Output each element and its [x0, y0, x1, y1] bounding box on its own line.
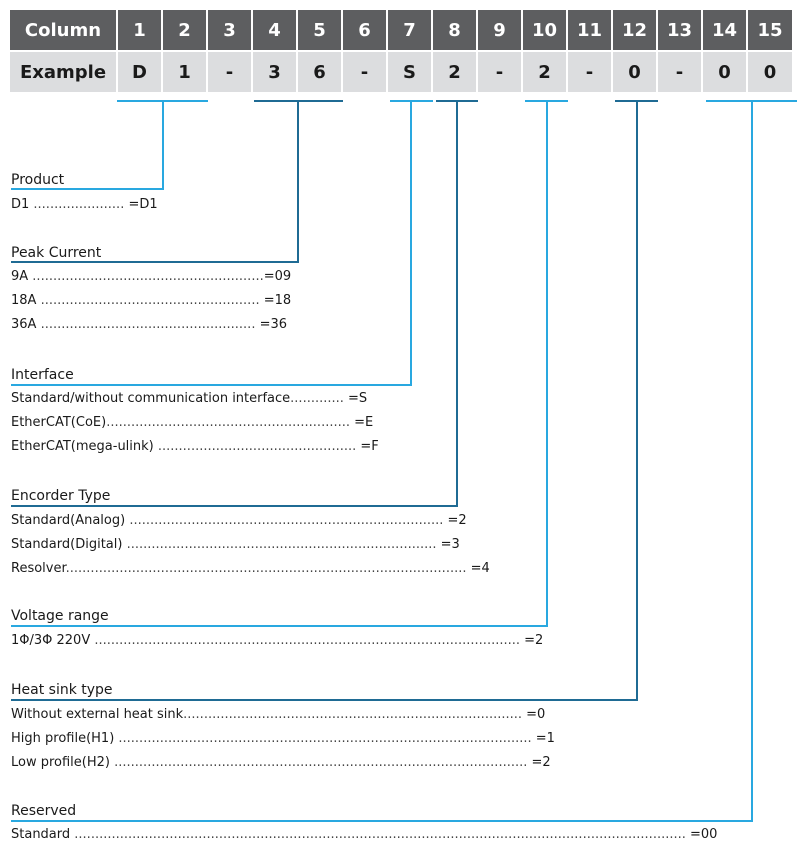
option-name: Standard	[11, 827, 71, 842]
option-name: 1Φ/3Φ 220V	[11, 633, 91, 648]
option-code: =09	[263, 269, 292, 284]
column-8: 8	[433, 10, 476, 50]
column-12: 12	[613, 10, 656, 50]
option-name: 9A	[11, 269, 29, 284]
option-code: =18	[259, 293, 292, 308]
option-code: =1	[531, 731, 555, 746]
option-name: Standard(Digital)	[11, 537, 123, 552]
section-title: Encorder Type	[11, 488, 111, 504]
column-3: 3	[208, 10, 251, 50]
section-title: Peak Current	[11, 245, 102, 261]
column-10: 10	[523, 10, 566, 50]
column-2: 2	[163, 10, 206, 50]
section-peak-current	[11, 244, 801, 262]
example-12: 0	[613, 52, 656, 92]
option-reserved-standard	[11, 826, 717, 844]
column-header-row	[10, 10, 797, 50]
option-code: =3	[436, 537, 460, 552]
example-3: -	[208, 52, 251, 92]
option-dots: ................................................	[153, 439, 357, 454]
example-1: D	[118, 52, 161, 92]
column-13: 13	[658, 10, 701, 50]
example-label: Example	[10, 52, 116, 92]
option-dots: ....................................................	[36, 317, 256, 332]
option-name: 36A	[11, 317, 37, 332]
option-dots: ....................................................................................................	[114, 731, 532, 746]
option-name: 18A	[11, 293, 37, 308]
option-standard-digital	[11, 536, 460, 554]
option-standard-interface	[11, 390, 367, 408]
example-13: -	[658, 52, 701, 92]
option-dots: .................................................................................................	[65, 561, 467, 576]
example-7: S	[388, 52, 431, 92]
section-title: Heat sink type	[11, 682, 113, 698]
option-dots: ....................................................................................................	[110, 755, 528, 770]
example-4: 3	[253, 52, 296, 92]
section-heat-sink-type	[11, 681, 801, 699]
option-18a	[11, 292, 291, 310]
section-title: Product	[11, 172, 65, 188]
option-code: =D1	[124, 197, 158, 212]
example-8: 2	[433, 52, 476, 92]
option-resolver	[11, 560, 490, 578]
option-name: EtherCAT(mega-ulink)	[11, 439, 154, 454]
column-header-label: Column	[10, 10, 116, 50]
section-interface	[11, 366, 801, 384]
example-6: -	[343, 52, 386, 92]
option-name: D1	[11, 197, 30, 212]
connector-interface	[11, 101, 411, 385]
example-11: -	[568, 52, 611, 92]
option-dots: ...........................................................................	[122, 537, 437, 552]
option-dots: ..................................................................................	[183, 707, 523, 722]
option-code: =4	[466, 561, 490, 576]
section-product	[11, 171, 801, 189]
option-name: Without external heat sink	[11, 707, 184, 722]
option-code: =F	[356, 439, 379, 454]
option-code: =2	[527, 755, 551, 770]
option-low-profile	[11, 754, 551, 772]
column-1: 1	[118, 10, 161, 50]
column-9: 9	[478, 10, 521, 50]
option-dots: ........................................................	[28, 269, 264, 284]
option-9a	[11, 268, 291, 286]
example-14: 0	[703, 52, 746, 92]
option-dots: ......................	[29, 197, 125, 212]
option-name: EtherCAT(CoE)	[11, 415, 107, 430]
option-high-profile	[11, 730, 555, 748]
option-d1	[11, 196, 158, 214]
section-title: Reserved	[11, 803, 77, 819]
option-name: Standard/without communication interface	[11, 391, 291, 406]
section-reserved	[11, 802, 801, 820]
section-title: Voltage range	[11, 608, 109, 624]
option-code: =2	[520, 633, 544, 648]
option-ethercat-mega-ulink	[11, 438, 379, 456]
code-table	[10, 10, 797, 94]
example-9: -	[478, 52, 521, 92]
option-dots: ...........................................................	[106, 415, 350, 430]
option-dots: .......................................................................................................	[90, 633, 520, 648]
column-7: 7	[388, 10, 431, 50]
example-10: 2	[523, 52, 566, 92]
option-code: =36	[255, 317, 288, 332]
column-15: 15	[748, 10, 792, 50]
option-without-heat-sink	[11, 706, 545, 724]
option-code: =00	[685, 827, 718, 842]
option-dots: .....................................................	[36, 293, 260, 308]
example-5: 6	[298, 52, 341, 92]
section-title: Interface	[11, 367, 74, 383]
option-name: High profile(H1)	[11, 731, 115, 746]
column-11: 11	[568, 10, 611, 50]
column-4: 4	[253, 10, 296, 50]
column-14: 14	[703, 10, 746, 50]
option-code: =0	[522, 707, 546, 722]
example-row	[10, 52, 797, 92]
column-6: 6	[343, 10, 386, 50]
option-ethercat-coe	[11, 414, 373, 432]
option-standard-analog	[11, 512, 467, 530]
example-15: 0	[748, 52, 792, 92]
option-code: =E	[350, 415, 374, 430]
section-voltage-range	[11, 607, 801, 625]
section-encoder-type	[11, 487, 801, 505]
option-name: Resolver	[11, 561, 66, 576]
option-name: Low profile(H2)	[11, 755, 110, 770]
option-dots: .............	[290, 391, 344, 406]
option-dots: ....................................................................................................................................................	[70, 827, 686, 842]
option-220v	[11, 632, 543, 650]
column-5: 5	[298, 10, 341, 50]
option-dots: ............................................................................	[125, 513, 444, 528]
option-code: =2	[443, 513, 467, 528]
option-36a	[11, 316, 287, 334]
example-2: 1	[163, 52, 206, 92]
option-name: Standard(Analog)	[11, 513, 126, 528]
option-code: =S	[343, 391, 368, 406]
